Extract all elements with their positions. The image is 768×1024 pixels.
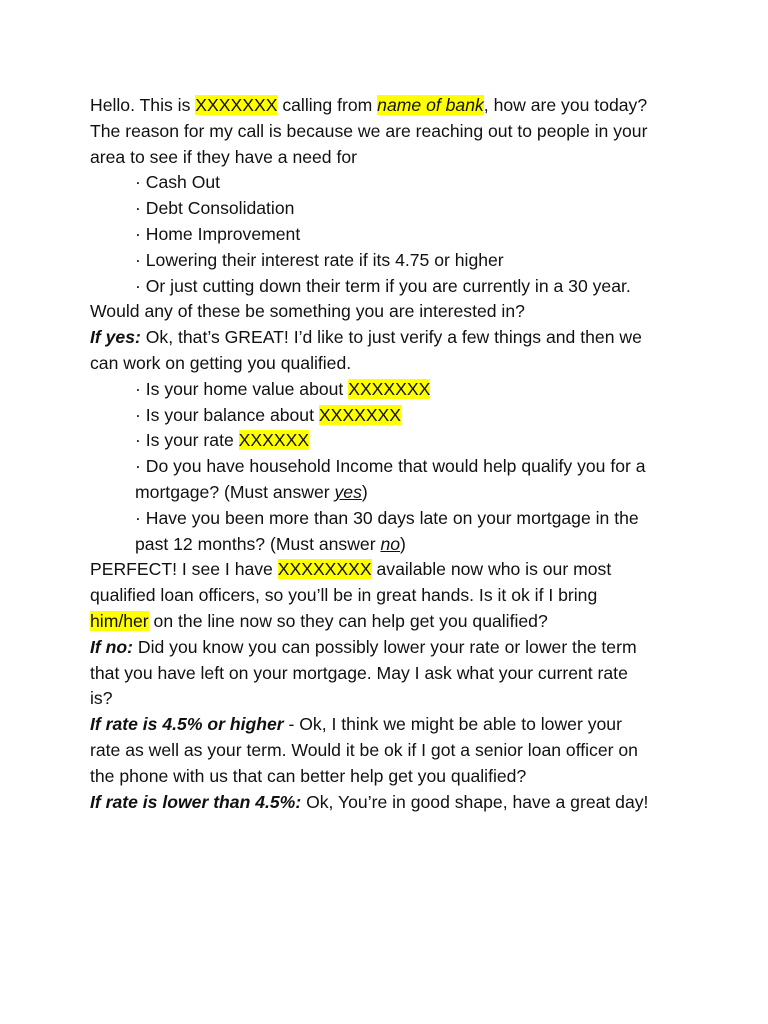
- intro-how-are-you-text: , how are you today?: [483, 95, 648, 115]
- perfect-line-3-text: on the line now so they can help get you qualified?: [148, 610, 548, 631]
- intro-line-1: [90, 93, 690, 119]
- rate-low-text: Ok, You’re in good shape, have a great day!: [301, 791, 649, 812]
- need-item-lower-rate: · Lowering their interest rate if its 4.75 or higher: [135, 249, 504, 270]
- if-yes-line-2: can work on getting you qualified.: [90, 352, 352, 373]
- call-script-document: [90, 93, 690, 815]
- verify-rate: [90, 428, 690, 454]
- home-value-placeholder: XXXXXXX: [348, 378, 431, 399]
- late-required-answer: no: [380, 533, 401, 554]
- if-yes-text-1: Ok, that’s GREAT! I’d like to just verify a few things and then we: [140, 327, 642, 348]
- verify-late-line-1: · Have you been more than 30 days late on your mortgage in the: [135, 507, 639, 528]
- rate-low-line: [90, 790, 690, 816]
- need-item-home-improvement: · Home Improvement: [135, 223, 301, 244]
- if-no-text-1: Did you know you can possibly lower your rate or lower the term: [133, 636, 637, 657]
- if-yes-line-1: [90, 325, 690, 351]
- perfect-suffix-text: available now who is our most: [371, 559, 612, 580]
- need-item-cash-out: · Cash Out: [135, 172, 221, 193]
- intro-line-3: area to see if they have a need for: [90, 146, 358, 167]
- intro-calling-from-text: calling from: [277, 95, 378, 115]
- agent-name-placeholder: XXXXXXX: [195, 95, 278, 115]
- pronoun-placeholder: him/her: [90, 610, 149, 631]
- rate-text: · Is your rate: [135, 430, 239, 451]
- if-no-line-1: [90, 635, 690, 661]
- rate-placeholder: XXXXXX: [238, 430, 310, 451]
- balance-placeholder: XXXXXXX: [318, 404, 402, 425]
- if-no-line-2: that you have left on your mortgage. May I ask what your current rate: [90, 662, 628, 683]
- income-requirement-text: mortgage? (Must answer: [135, 481, 335, 502]
- verify-income-line-1: · Do you have household Income that would help qualify you for a: [135, 456, 646, 477]
- verify-late-line-2: [90, 532, 690, 558]
- verify-balance: [90, 403, 690, 429]
- income-required-answer: yes: [334, 481, 362, 502]
- if-no-label: If no:: [90, 636, 133, 657]
- rate-low-label: If rate is lower than 4.5%:: [90, 791, 302, 812]
- rate-high-line-2: rate as well as your term. Would it be ok if I got a senior loan officer on: [90, 739, 638, 760]
- late-requirement-text: past 12 months? (Must answer: [135, 533, 381, 554]
- verify-income-line-2: [90, 480, 690, 506]
- perfect-text: PERFECT! I see I have: [90, 559, 278, 580]
- perfect-line-3: [90, 609, 690, 635]
- loan-officer-placeholder: XXXXXXXX: [277, 559, 372, 580]
- home-value-text: · Is your home value about: [135, 378, 349, 399]
- rate-high-label: If rate is 4.5% or higher: [90, 714, 284, 735]
- late-closing-paren: ): [400, 533, 406, 554]
- intro-line-2: The reason for my call is because we are reaching out to people in your: [90, 120, 648, 141]
- rate-high-line-1: [90, 712, 690, 738]
- bank-name-placeholder: name of bank: [377, 95, 484, 115]
- rate-high-text-1: - Ok, I think we might be able to lower your: [283, 714, 622, 735]
- income-closing-paren: ): [361, 481, 368, 502]
- balance-text: · Is your balance about: [135, 404, 319, 425]
- perfect-line-2: qualified loan officers, so you’ll be in great hands. Is it ok if I bring: [90, 585, 598, 606]
- if-yes-label: If yes:: [90, 327, 141, 348]
- need-item-debt-consolidation: · Debt Consolidation: [135, 198, 295, 219]
- intro-hello-text: Hello. This is: [90, 95, 196, 115]
- verify-home-value: [90, 377, 690, 403]
- if-no-line-3: is?: [90, 688, 113, 709]
- perfect-line-1: [90, 557, 690, 583]
- need-item-shorter-term: · Or just cutting down their term if you are currently in a 30 year.: [135, 275, 631, 296]
- interest-question: Would any of these be something you are interested in?: [90, 301, 525, 322]
- rate-high-line-3: the phone with us that can better help get you qualified?: [90, 765, 527, 786]
